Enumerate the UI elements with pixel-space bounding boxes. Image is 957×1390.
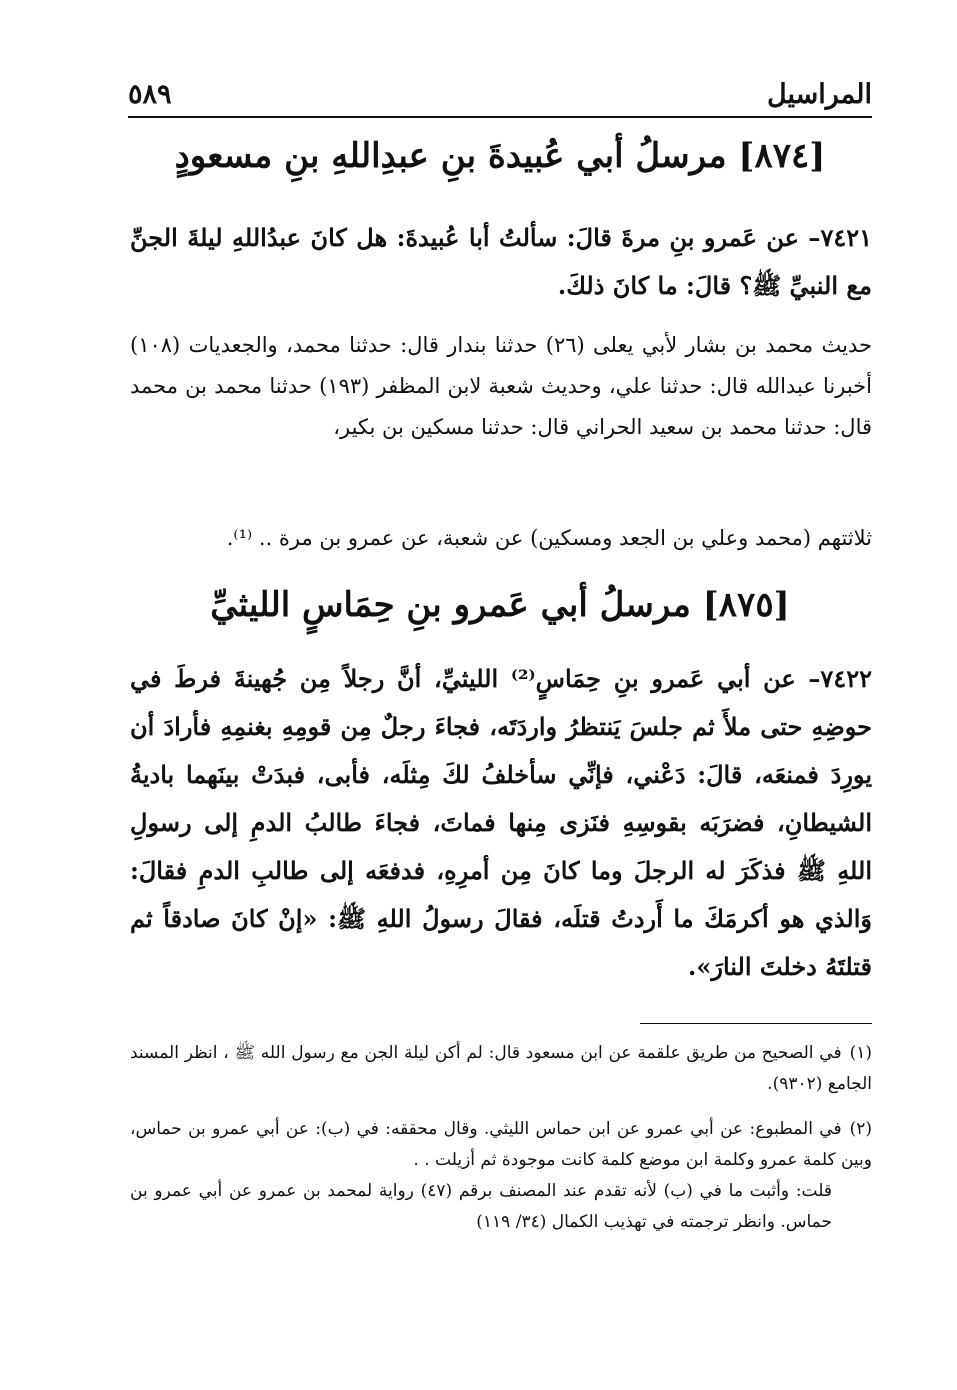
hadith-7421: ٧٤٢١– عن عَمرو بنِ مرةَ قالَ: سألتُ أبا عُبيدةَ: هل كانَ عبدُاللهِ ليلةَ الجنِّ مع النبيِّ ﷺ؟ قالَ: ما كانَ ذلكَ. xyxy=(130,223,872,300)
running-title: المراسيل xyxy=(767,79,872,110)
section-heading-875: [٨٧٥] مرسلُ أبي عَمرو بنِ حِمَاسٍ الليثيِّ xyxy=(210,585,790,625)
page-number: ٥٨٩ xyxy=(128,79,172,110)
footnote-text: في المطبوع: عن أبي عمرو عن ابن حماس الليثي. وقال محققه: في (ب): عن أبي عمرو بن حماس، وبين كلمة عمرو وكلمة ابن موضع كلمة كانت موجودة ثم أزيلت . . xyxy=(130,1119,872,1170)
footnote-2 xyxy=(130,1114,872,1238)
page-header xyxy=(128,68,872,110)
sources-summary-874: ثلاثتهم (محمد وعلي بن الجعد ومسكين) عن شعبة، عن عمرو بن مرة .. ⁽¹⁾. xyxy=(226,526,872,550)
footnote-rule xyxy=(640,1023,872,1024)
hadith-7422: ٧٤٢٢– عن أبي عَمرو بنِ حِمَاسٍ⁽²⁾ الليثيِّ، أنَّ رجلاً مِن جُهينةَ فرطَ في حوضِهِ حتى ملأَ ثم جلسَ يَنتظرُ واردَتَه، فجاءَ رجلٌ مِن قومِهِ بغنمِهِ فأرادَ أن يورِدَ فمنعَه، قالَ: دَعْني، فإنِّي سأخلفُ لكَ مِثلَه، فأبى، فبدَتْ بينَهما باديةُ الشيطانِ، فضرَبَه بقوسِهِ فنَزى مِنها فماتَ، فجاءَ طالبُ الدمِ إلى رسولِ اللهِ ﷺ فذكَرَ له الرجلَ وما كانَ مِن أمرِهِ، فدفعَه إلى طالبِ الدمِ فقالَ: وَالذي هو أكرمَكَ ما أَردتُ قتلَه، فقالَ رسولُ اللهِ ﷺ: «إنْ كانَ صادقاً ثم قتلتَهُ دخلتَ النارَ». xyxy=(130,664,872,981)
footnote-1 xyxy=(130,1038,872,1100)
footnote-continuation: قلت: وأثبت ما في (ب) لأنه تقدم عند المصنف برقم (٤٧) رواية لمحمد بن عمرو عن أبي عمرو بن حماس. وانظر ترجمته في تهذيب الكمال (٣٤/ ١١٩) xyxy=(130,1181,833,1232)
footnote-number: (١) xyxy=(849,1043,872,1063)
sources-paragraph-874: حديث محمد بن بشار لأبي يعلى (٢٦) حدثنا بندار قال: حدثنا محمد، والجعديات (١٠٨) أخبرنا عبدالله قال: حدثنا علي، وحديث شعبة لابن المظفر (١٩٣) حدثنا محمد بن محمد قال: حدثنا محمد بن سعيد الحراني قال: حدثنا مسكين بن بكير، xyxy=(130,333,873,439)
footnote-number: (٢) xyxy=(849,1119,872,1139)
footnote-text: في الصحيح من طريق علقمة عن ابن مسعود قال: لم أكن ليلة الجن مع رسول الله ﷺ ، انظر المسند الجامع (٩٣٠٢). xyxy=(130,1043,872,1094)
header-rule xyxy=(128,116,872,118)
section-heading-874: [٨٧٤] مرسلُ أبي عُبيدةَ بنِ عبدِاللهِ بنِ مسعودٍ xyxy=(174,136,826,176)
